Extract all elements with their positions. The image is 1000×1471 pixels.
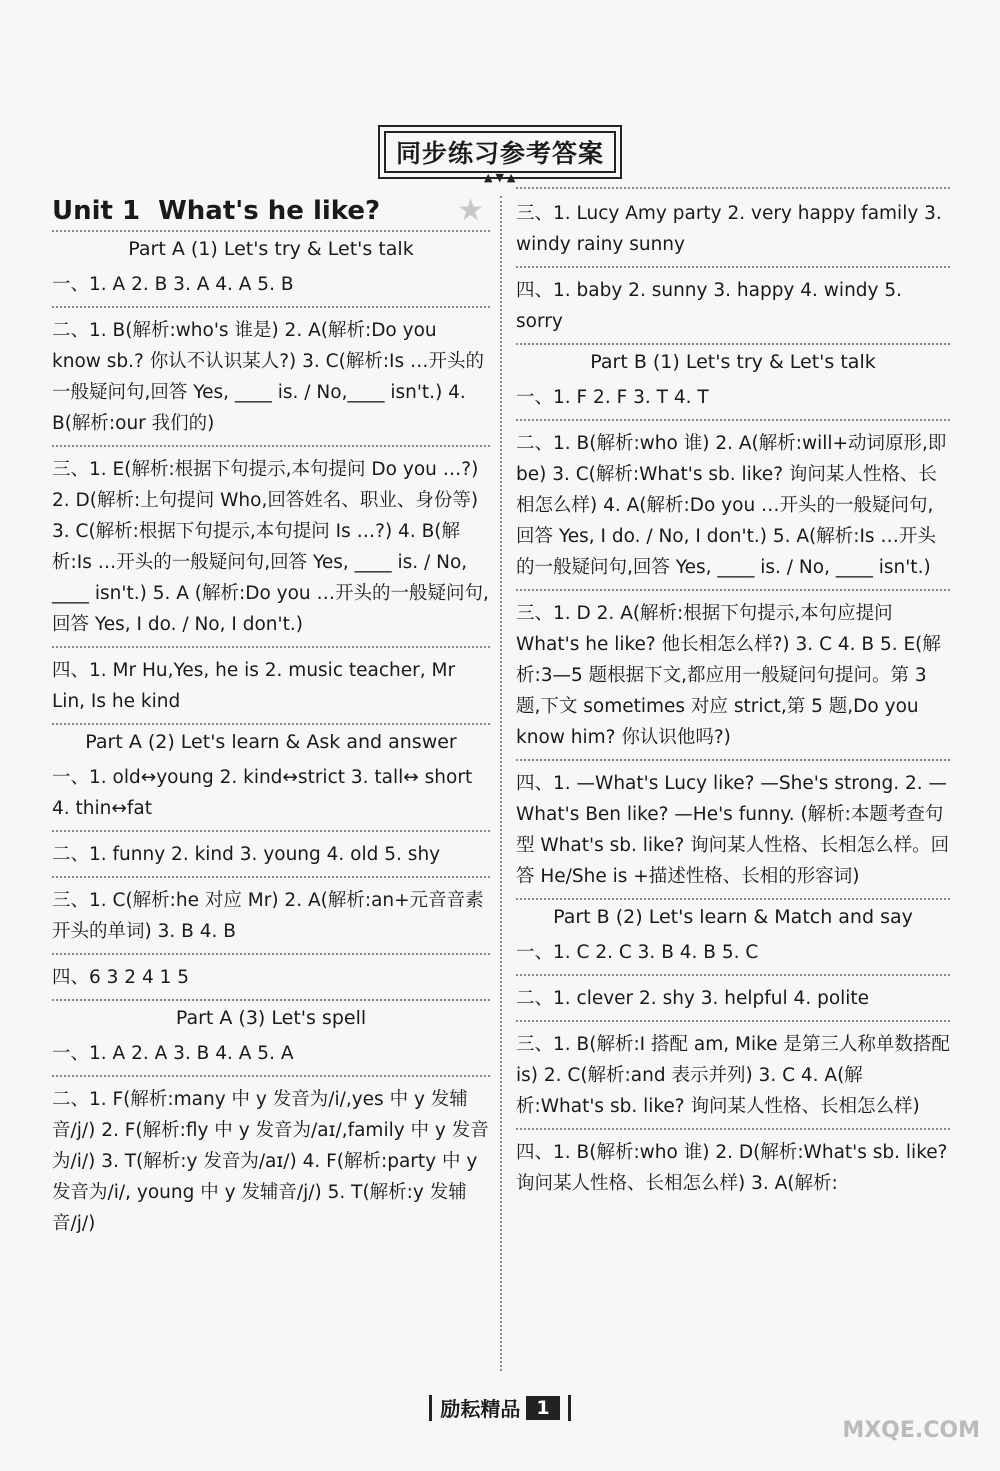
answer-section: 二、1. clever 2. shy 3. helpful 4. polite — [516, 980, 950, 1022]
part-title: Part B (2) Let's learn & Match and say — [553, 906, 913, 928]
answer-section: 一、1. A 2. B 3. A 4. A 5. B — [52, 266, 490, 308]
answer-section: 四、1. baby 2. sunny 3. happy 4. windy 5. sorry — [516, 272, 950, 345]
answer-section: 一、1. A 2. A 3. B 4. A 5. A — [52, 1035, 490, 1077]
answer-section: 二、1. B(解析:who 谁) 2. A(解析:will+动词原形,即 be) 3. C(解析:What's sb. like? 询问某人性格、长相怎么样) 4. A(解析:Do you …开头的一般疑问句,回答 Yes, I do. / No, I don't.) 5. A(解析:Is …开头的一般疑问句,回答 Yes, ____ is. / No, ____ isn't.) — [516, 425, 950, 591]
answer-section: 二、1. B(解析:who's 谁是) 2. A(解析:Do you know sb.? 你认不认识某人?) 3. C(解析:Is …开头的一般疑问句,回答 Yes, ____ is. / No,____ isn't.) 4. B(解析:our 我们的) — [52, 312, 490, 447]
right-column — [516, 187, 950, 1209]
answer-section: 二、1. funny 2. kind 3. young 4. old 5. shy — [52, 836, 490, 878]
answer-section: 四、1. —What's Lucy like? —She's strong. 2. —What's Ben like? —He's funny. (解析:本题考查句型 What's sb. like? 询问某人性格、长相怎么样。回答 He/She is +描述性格、长相的形容词) — [516, 765, 950, 900]
answer-section: 三、1. E(解析:根据下句提示,本句提问 Do you …?) 2. D(解析:上句提问 Who,回答姓名、职业、身份等) 3. C(解析:根据下句提示,本句提问 Is …?) 4. B(解析:Is …开头的一般疑问句,回答 Yes, ____ is. / No, ____ isn't.) 5. A (解析:Do you …开头的一般疑问句,回答 Yes, I do. / No, I don't.) — [52, 451, 490, 648]
answer-section: 三、1. B(解析:I 搭配 am, Mike 是第三人称单数搭配 is) 2. C(解析:and 表示并列) 3. C 4. A(解析:What's sb. like? 询问某人性格、长相怎么样) — [516, 1026, 950, 1130]
unit-label: Unit 1 — [52, 196, 141, 226]
answer-section: 三、1. Lucy Amy party 2. very happy family 3. windy rainy sunny — [516, 195, 950, 268]
page-title: 同步练习参考答案 — [384, 131, 616, 173]
answer-section: 四、6 3 2 4 1 5 — [52, 959, 490, 1001]
column-divider — [500, 196, 502, 1371]
page-number: 1 — [526, 1396, 559, 1420]
answer-section: 三、1. D 2. A(解析:根据下句提示,本句应提问 What's he like? 他长相怎么样?) 3. C 4. B 5. E(解析:3—5 题根据下文,都应用一般疑问句提问。第 3 题,下文 sometimes 对应 strict,第 5 题,Do you know him? 你认识他吗?) — [516, 595, 950, 761]
answer-section: 四、1. Mr Hu,Yes, he is 2. music teacher, Mr Lin, Is he kind — [52, 652, 490, 725]
part-title: Part B (1) Let's try & Let's talk — [590, 351, 876, 373]
answer-section: 一、1. F 2. F 3. T 4. T — [516, 379, 950, 421]
answer-section: 二、1. F(解析:many 中 y 发音为/i/,yes 中 y 发辅音/j/) 2. F(解析:fly 中 y 发音为/aɪ/,family 中 y 发音为/i/) 3. T(解析:y 发音为/aɪ/) 4. F(解析:party 中 y 发音为/i/, young 中 y 发辅音/j/) 5. T(解析:y 发辅音/j/) — [52, 1089, 489, 1234]
part-title: Part A (3) Let's spell — [175, 1007, 367, 1029]
footer-brand: 励耘精品 — [440, 1397, 521, 1421]
footer-bar — [568, 1395, 571, 1421]
answer-section: 三、1. C(解析:he 对应 Mr) 2. A(解析:an+元音音素开头的单词) 3. B 4. B — [52, 882, 490, 955]
watermark: MXQE.COM — [842, 1418, 980, 1443]
star-icon: ★ — [457, 193, 484, 228]
left-column — [52, 193, 490, 1249]
unit-heading — [52, 193, 490, 228]
answer-section: 四、1. B(解析:who 谁) 2. D(解析:What's sb. like? 询问某人性格、长相怎么样) 3. A(解析: — [516, 1142, 948, 1194]
part-title: Part A (1) Let's try & Let's talk — [128, 238, 414, 260]
unit-title: What's he like? — [158, 196, 381, 226]
answer-section: 一、1. old↔young 2. kind↔strict 3. tall↔ short 4. thin↔fat — [52, 759, 490, 832]
title-decoration: ▲▼▲ — [484, 171, 519, 184]
part-title: Part A (2) Let's learn & Ask and answer — [85, 731, 457, 753]
unit-rule — [52, 230, 490, 232]
top-rule — [516, 187, 950, 189]
answer-section: 一、1. C 2. C 3. B 4. B 5. C — [516, 934, 950, 976]
footer-bar — [429, 1395, 432, 1421]
